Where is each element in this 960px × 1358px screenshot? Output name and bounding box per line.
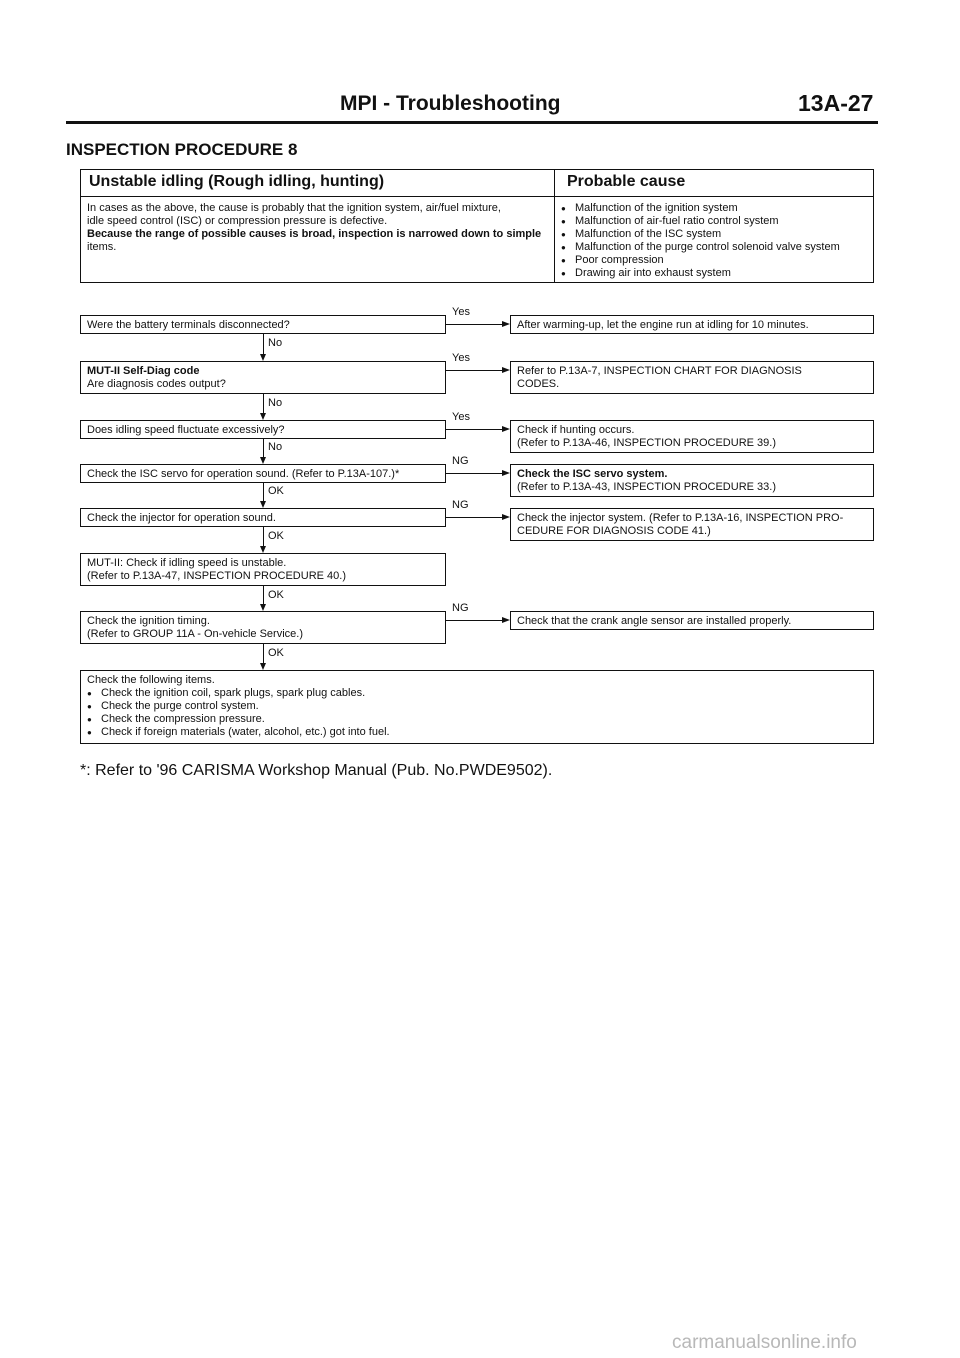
connector-line <box>446 517 502 518</box>
cause-table <box>80 169 874 283</box>
result-text: (Refer to P.13A-46, INSPECTION PROCEDURE 39.) <box>517 437 776 449</box>
branch-label-yes: Yes <box>452 352 470 364</box>
step-mut-idle-unstable <box>80 553 446 586</box>
result-text: CODES. <box>517 378 560 390</box>
arrow-right-icon <box>502 426 510 432</box>
result-warm-up-idle <box>510 315 874 334</box>
branch-label-ng: NG <box>452 499 469 511</box>
procedure-title: INSPECTION PROCEDURE 8 <box>66 140 298 159</box>
step-isc-servo-sound <box>80 464 446 483</box>
cause-item: ● Malfunction of air-fuel ratio control system <box>561 215 871 228</box>
result-injector-system <box>510 508 874 541</box>
step-text: Are diagnosis codes output? <box>87 378 226 390</box>
branch-label-ok: OK <box>268 530 284 542</box>
watermark: carmanualsonline.info <box>672 1332 857 1353</box>
connector-line <box>446 370 502 371</box>
arrow-right-icon <box>502 470 510 476</box>
step-idle-fluctuation <box>80 420 446 439</box>
arrow-down-icon <box>260 546 266 553</box>
cause-item: ● Malfunction of the ignition system <box>561 202 871 215</box>
branch-label-ng: NG <box>452 602 469 614</box>
step-injector-sound <box>80 508 446 527</box>
final-check-item: ● Check if foreign materials (water, alcohol, etc.) got into fuel. <box>87 726 867 739</box>
step-final-checks <box>80 670 874 744</box>
cause-item: ● Malfunction of the purge control solenoid valve system <box>561 241 871 254</box>
arrow-down-icon <box>260 413 266 420</box>
header-rule <box>66 121 878 124</box>
final-check-item: ● Check the ignition coil, spark plugs, spark plug cables. <box>87 687 867 700</box>
branch-label-no: No <box>268 397 283 409</box>
connector-line <box>263 586 264 604</box>
connector-line <box>446 324 502 325</box>
arrow-right-icon <box>502 617 510 623</box>
connector-line <box>446 473 502 474</box>
description-line: items. <box>87 241 117 253</box>
footnote: *: Refer to '96 CARISMA Workshop Manual (Pub. No.PWDE9502). <box>80 762 553 779</box>
page-number: 13A-27 <box>798 90 874 116</box>
branch-label-no: No <box>268 337 283 349</box>
description-line: In cases as the above, the cause is probably that the ignition system, air/fuel mixture, <box>87 202 501 214</box>
arrow-down-icon <box>260 354 266 361</box>
branch-label-ng: NG <box>452 455 469 467</box>
step-ignition-timing <box>80 611 446 644</box>
step-title: Check the following items. <box>87 674 215 686</box>
step-text: Check the injector for operation sound. <box>87 512 276 524</box>
final-check-item: ● Check the compression pressure. <box>87 713 867 726</box>
step-text: Check the ignition timing. <box>87 615 210 627</box>
result-text: Check if hunting occurs. <box>517 424 635 436</box>
result-diagnosis-chart <box>510 361 874 394</box>
arrow-right-icon <box>502 321 510 327</box>
arrow-right-icon <box>502 514 510 520</box>
arrow-down-icon <box>260 501 266 508</box>
cause-item: ● Malfunction of the ISC system <box>561 228 871 241</box>
step-title: MUT-II Self-Diag code <box>87 365 200 377</box>
branch-label-ok: OK <box>268 647 284 659</box>
arrow-down-icon <box>260 663 266 670</box>
result-text: (Refer to P.13A-43, INSPECTION PROCEDURE 33.) <box>517 481 776 493</box>
section-title: MPI - Troubleshooting <box>340 92 561 115</box>
result-crank-angle-sensor <box>510 611 874 630</box>
step-text: (Refer to GROUP 11A - On-vehicle Service.) <box>87 628 303 640</box>
result-text: Check the injector system. (Refer to P.13A-16, INSPECTION PRO- <box>517 512 844 524</box>
probable-cause-list <box>561 202 871 280</box>
branch-label-yes: Yes <box>452 411 470 423</box>
connector-line <box>446 620 502 621</box>
probable-cause-header: Probable cause <box>567 173 686 190</box>
final-check-list <box>87 687 867 739</box>
branch-label-yes: Yes <box>452 306 470 318</box>
connector-line <box>446 429 502 430</box>
symptom-description <box>87 202 545 254</box>
result-hunting-check <box>510 420 874 453</box>
step-self-diag <box>80 361 446 394</box>
step-text: Does idling speed fluctuate excessively? <box>87 424 285 436</box>
step-battery-disconnected <box>80 315 446 334</box>
connector-line <box>263 394 264 413</box>
description-line: idle speed control (ISC) or compression pressure is defective. <box>87 215 388 227</box>
arrow-down-icon <box>260 604 266 611</box>
arrow-down-icon <box>260 457 266 464</box>
branch-label-ok: OK <box>268 589 284 601</box>
result-text: CEDURE FOR DIAGNOSIS CODE 41.) <box>517 525 711 537</box>
cause-item: ● Poor compression <box>561 254 871 267</box>
branch-label-no: No <box>268 441 283 453</box>
cause-item: ● Drawing air into exhaust system <box>561 267 871 280</box>
connector-line <box>263 334 264 354</box>
arrow-right-icon <box>502 367 510 373</box>
result-text: Check the ISC servo system. <box>517 468 668 480</box>
final-check-item: ● Check the purge control system. <box>87 700 867 713</box>
connector-line <box>263 439 264 457</box>
result-isc-servo-system <box>510 464 874 497</box>
connector-line <box>263 527 264 546</box>
result-text: After warming-up, let the engine run at idling for 10 minutes. <box>517 319 809 331</box>
connector-line <box>263 483 264 501</box>
step-text: MUT-II: Check if idling speed is unstable. <box>87 557 287 569</box>
result-text: Refer to P.13A-7, INSPECTION CHART FOR DIAGNOSIS <box>517 365 802 377</box>
table-header-rule <box>81 196 873 197</box>
step-text: (Refer to P.13A-47, INSPECTION PROCEDURE 40.) <box>87 570 346 582</box>
connector-line <box>263 644 264 663</box>
table-column-rule <box>554 170 555 282</box>
result-text: Check that the crank angle sensor are installed properly. <box>517 615 792 627</box>
description-line: Because the range of possible causes is broad, inspection is narrowed down to simple <box>87 228 542 240</box>
symptom-header: Unstable idling (Rough idling, hunting) <box>89 173 385 190</box>
branch-label-ok: OK <box>268 485 284 497</box>
step-text: Were the battery terminals disconnected? <box>87 319 290 331</box>
step-text: Check the ISC servo for operation sound. (Refer to P.13A-107.)* <box>87 468 400 480</box>
